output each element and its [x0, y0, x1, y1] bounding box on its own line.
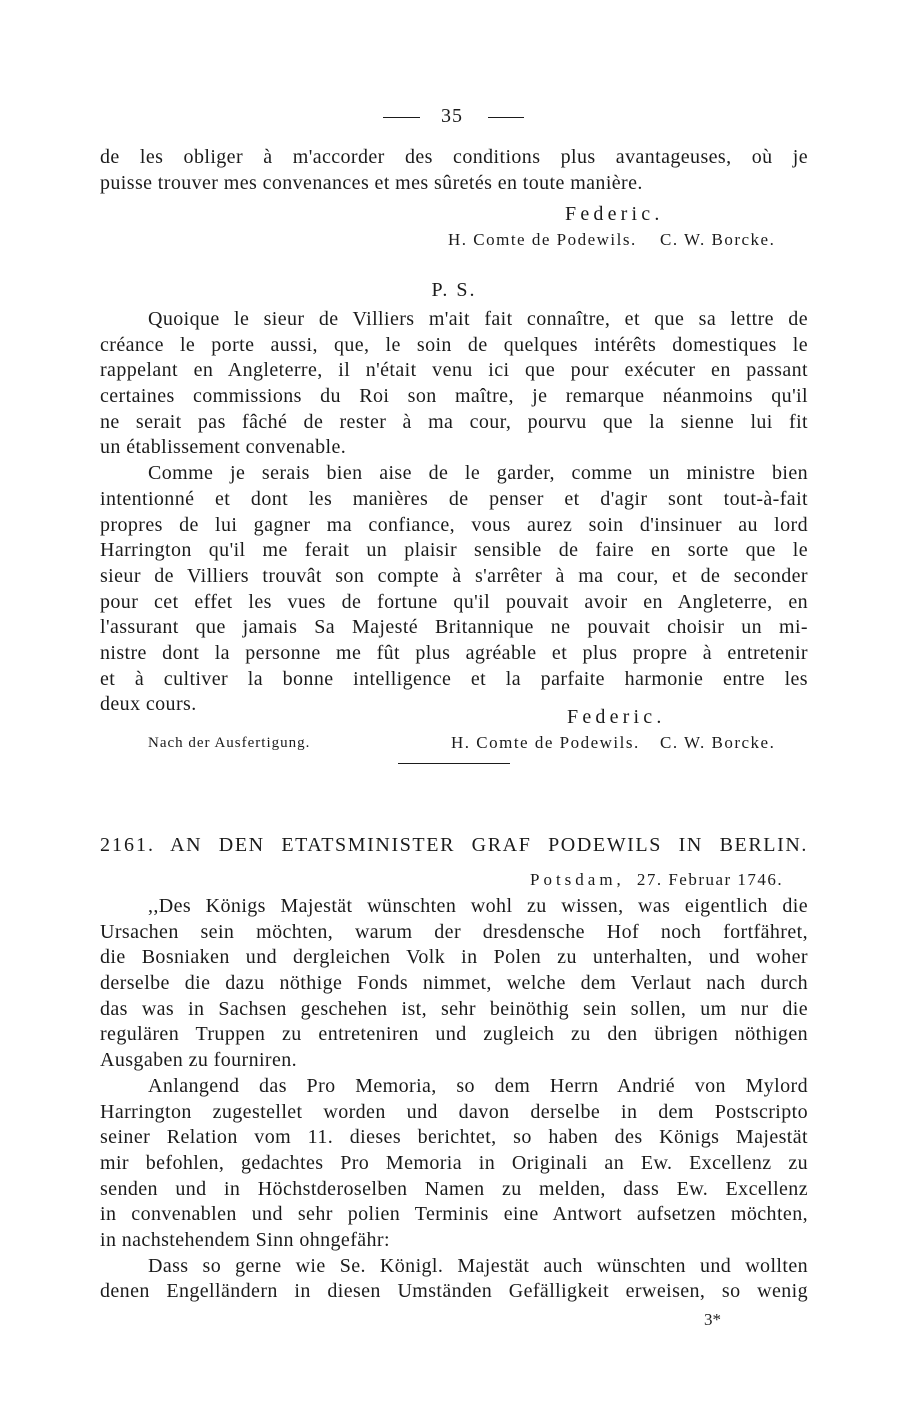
- text-line: ,,Des Königs Majestät wünschten wohl zu wissen, was eigentlich die: [148, 895, 808, 917]
- letter-countersign-podewils: H. Comte de Podewils.: [448, 230, 637, 249]
- dateline-date: 27. Februar 1746.: [636, 870, 784, 889]
- text-line: Dass so gerne wie Se. Königl. Majestät auch wünschten und wollten: [148, 1254, 808, 1277]
- paragraph: [100, 307, 808, 461]
- text-line: certaines commissions du Roi son maître, je remarque néanmoins qu'il: [100, 385, 808, 408]
- postscript-heading: P. S.: [431, 279, 477, 301]
- postscript-signature: Federic.: [567, 706, 666, 728]
- text-line: ne serait pas fâché de rester à ma cour, pourvu que la sienne lui fit: [100, 410, 808, 433]
- text-line: deux cours.: [100, 693, 197, 716]
- paragraph: [100, 1074, 808, 1254]
- source-note: Nach der Ausfertigung.: [148, 735, 311, 751]
- letter-countersign-borcke: C. W. Borcke.: [660, 230, 776, 249]
- document-title: AN DEN ETATSMINISTER GRAF PODEWILS IN BERLIN.: [170, 834, 809, 856]
- text-line: Ursachen sein möchten, warum der dresdensche Hof noch fortfähret,: [100, 920, 808, 943]
- text-line: pour cet effet les vues de fortune qu'il pouvait avoir en Angleterre, en: [100, 590, 808, 613]
- text-line: das was in Sachsen geschehen ist, sehr beinöthig sein sollen, um nur die: [100, 997, 808, 1020]
- text-line: seiner Relation vom 11. dieses berichtet, so haben des Königs Majestät: [100, 1126, 808, 1149]
- text-line: propres de lui gagner ma confiance, vous aurez soin d'insinuer au lord: [100, 513, 808, 536]
- text-line: in convenablen und sehr polien Terminis eine Antwort aufsetzen möchten,: [100, 1203, 808, 1226]
- text-line: Ausgaben zu fourniren.: [100, 1049, 298, 1072]
- page-number: 35: [441, 105, 463, 127]
- postscript-body: [100, 307, 808, 718]
- section-divider: [398, 763, 510, 764]
- text-line: intentionné et dont les manières de penser et d'agir sont tout-à-fait: [100, 487, 808, 510]
- text-line: in nachstehendem Sinn ohngefähr:: [100, 1228, 390, 1251]
- document-number: 2161.: [100, 834, 155, 856]
- document-heading: [100, 832, 808, 858]
- paragraph: [100, 461, 808, 718]
- letter-closing-paragraph: [100, 145, 808, 196]
- text-line: Harrington zugestellet worden und davon derselbe in dem Postscripto: [100, 1100, 808, 1123]
- text-line: Comme je serais bien aise de le garder, comme un ministre bien: [148, 462, 808, 485]
- header-dash-right: [488, 117, 524, 118]
- text-line: die Bosniaken und dergleichen Volk in Polen zu unterhalten, und woher: [100, 946, 808, 969]
- postscript-countersign-podewils: H. Comte de Podewils.: [451, 733, 640, 752]
- text-line: créance le porte aussi, que, le soin de quelques intérêts domestiques le: [100, 333, 808, 356]
- text-line: mir befohlen, gedachtes Pro Memoria in Originali an Ew. Excellenz zu: [100, 1151, 808, 1174]
- paragraph: [100, 1254, 808, 1305]
- text-line: Anlangend das Pro Memoria, so dem Herrn Andrié von Mylord: [148, 1074, 808, 1097]
- text-line: Quoique le sieur de Villiers m'ait fait connaître, et que sa lettre de: [148, 308, 808, 330]
- text-line: senden und in Höchstderoselben Namen zu melden, dass Ew. Excellenz: [100, 1177, 808, 1200]
- text-line: sieur de Villiers trouvât son compte à s'arrêter à ma cour, et de seconder: [100, 564, 808, 587]
- letter-signature: Federic.: [565, 203, 664, 225]
- text-line: Harrington qu'il me ferait un plaisir sensible de faire en sorte que le: [100, 539, 808, 562]
- text-line: l'assurant que jamais Sa Majesté Britannique ne pouvait choisir un mi-: [100, 616, 808, 639]
- document-body: [100, 894, 808, 1305]
- text-line: un établissement convenable.: [100, 436, 347, 459]
- header-dash-left: [383, 117, 420, 118]
- text-line: nistre dont la personne me fût plus agréable et plus propre à entretenir: [100, 641, 808, 664]
- paragraph: [100, 894, 808, 1074]
- text-line: denen Engelländern in diesen Umständen Gefälligkeit erweisen, so wenig: [100, 1280, 808, 1303]
- text-line: de les obliger à m'accorder des conditions plus avantageuses, où je: [100, 146, 808, 168]
- text-line: puisse trouver mes convenances et mes sûretés en toute manière.: [100, 171, 643, 194]
- text-line: rappelant en Angleterre, il n'était venu ici que pour exécuter en passant: [100, 359, 808, 382]
- dateline: [530, 869, 783, 891]
- text-line: derselbe die dazu nöthige Fonds nimmet, welche dem Verlaut nach durch: [100, 972, 808, 995]
- postscript-countersign-borcke: C. W. Borcke.: [660, 733, 776, 752]
- footer-signature-mark: 3*: [704, 1310, 721, 1329]
- text-line: regulären Truppen zu entreteniren und zugleich zu den übrigen nöthigen: [100, 1023, 808, 1046]
- dateline-place: Potsdam,: [530, 870, 625, 889]
- text-line: et à cultiver la bonne intelligence et la parfaite harmonie entre les: [100, 667, 808, 690]
